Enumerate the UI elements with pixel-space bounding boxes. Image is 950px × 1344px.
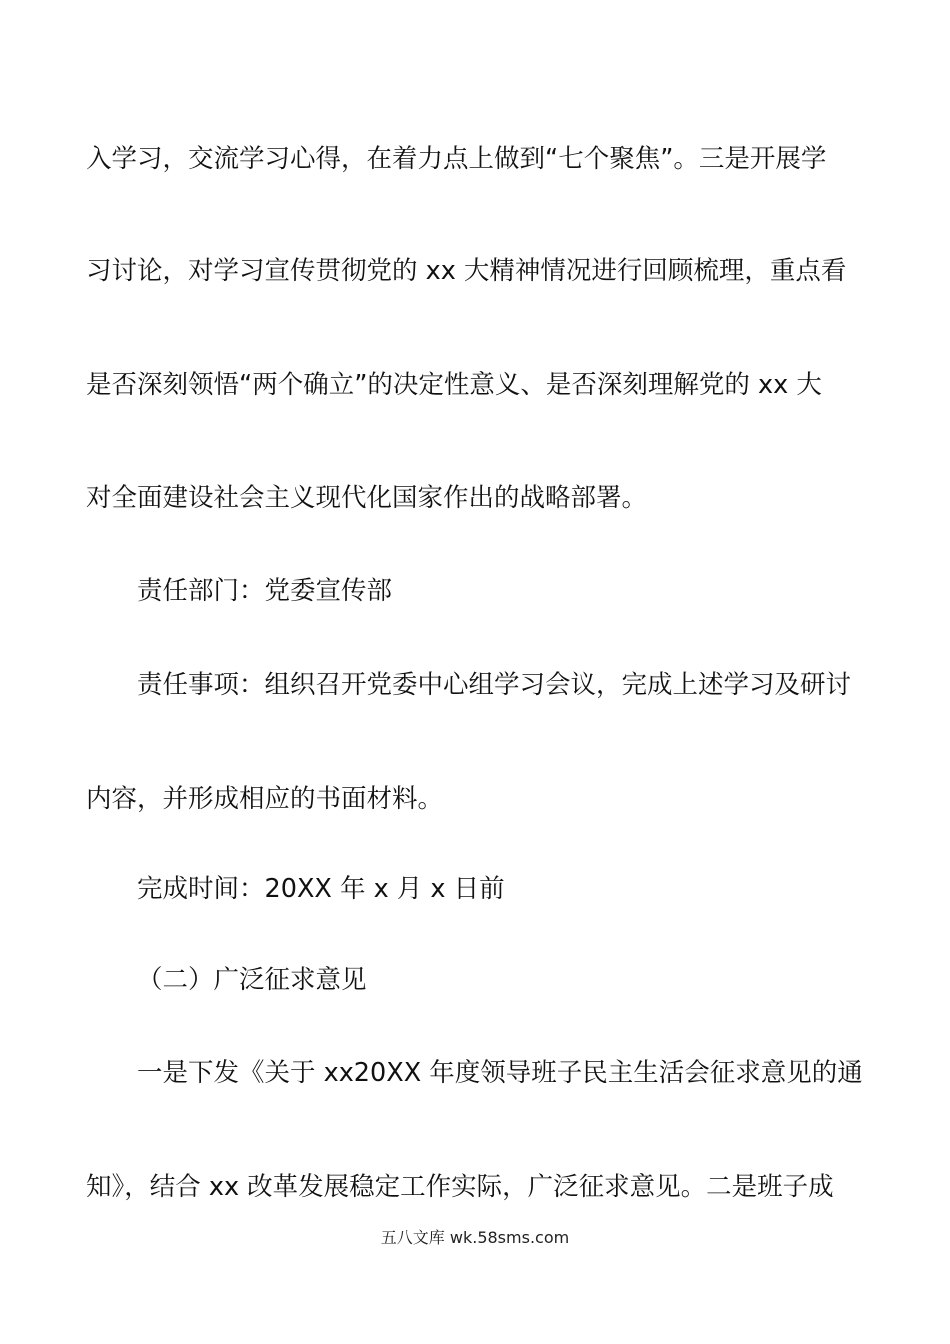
- completion-time: 完成时间：20XX 年 x 月 x 日前: [137, 874, 505, 904]
- paragraph-line: 是否深刻领悟“两个确立”的决定性意义、是否深刻理解党的 xx 大: [86, 370, 822, 400]
- paragraph-line: 知》，结合 xx 改革发展稳定工作实际，广泛征求意见。二是班子成: [86, 1172, 834, 1202]
- responsible-department: 责任部门：党委宣传部: [137, 576, 393, 606]
- paragraph-line: 内容，并形成相应的书面材料。: [86, 784, 444, 814]
- paragraph-line: 入学习，交流学习心得，在着力点上做到“七个聚焦”。三是开展学: [86, 144, 827, 174]
- footer-watermark: 五八文库 wk.58sms.com: [380, 1228, 570, 1247]
- section-heading: （二）广泛征求意见: [137, 965, 367, 995]
- paragraph-line: 对全面建设社会主义现代化国家作出的战略部署。: [86, 483, 648, 513]
- responsible-matter: 责任事项：组织召开党委中心组学习会议，完成上述学习及研讨: [137, 670, 852, 700]
- paragraph-line: 一是下发《关于 xx20XX 年度领导班子民主生活会征求意见的通: [137, 1058, 863, 1088]
- paragraph-line: 习讨论，对学习宣传贯彻党的 xx 大精神情况进行回顾梳理，重点看: [86, 256, 847, 286]
